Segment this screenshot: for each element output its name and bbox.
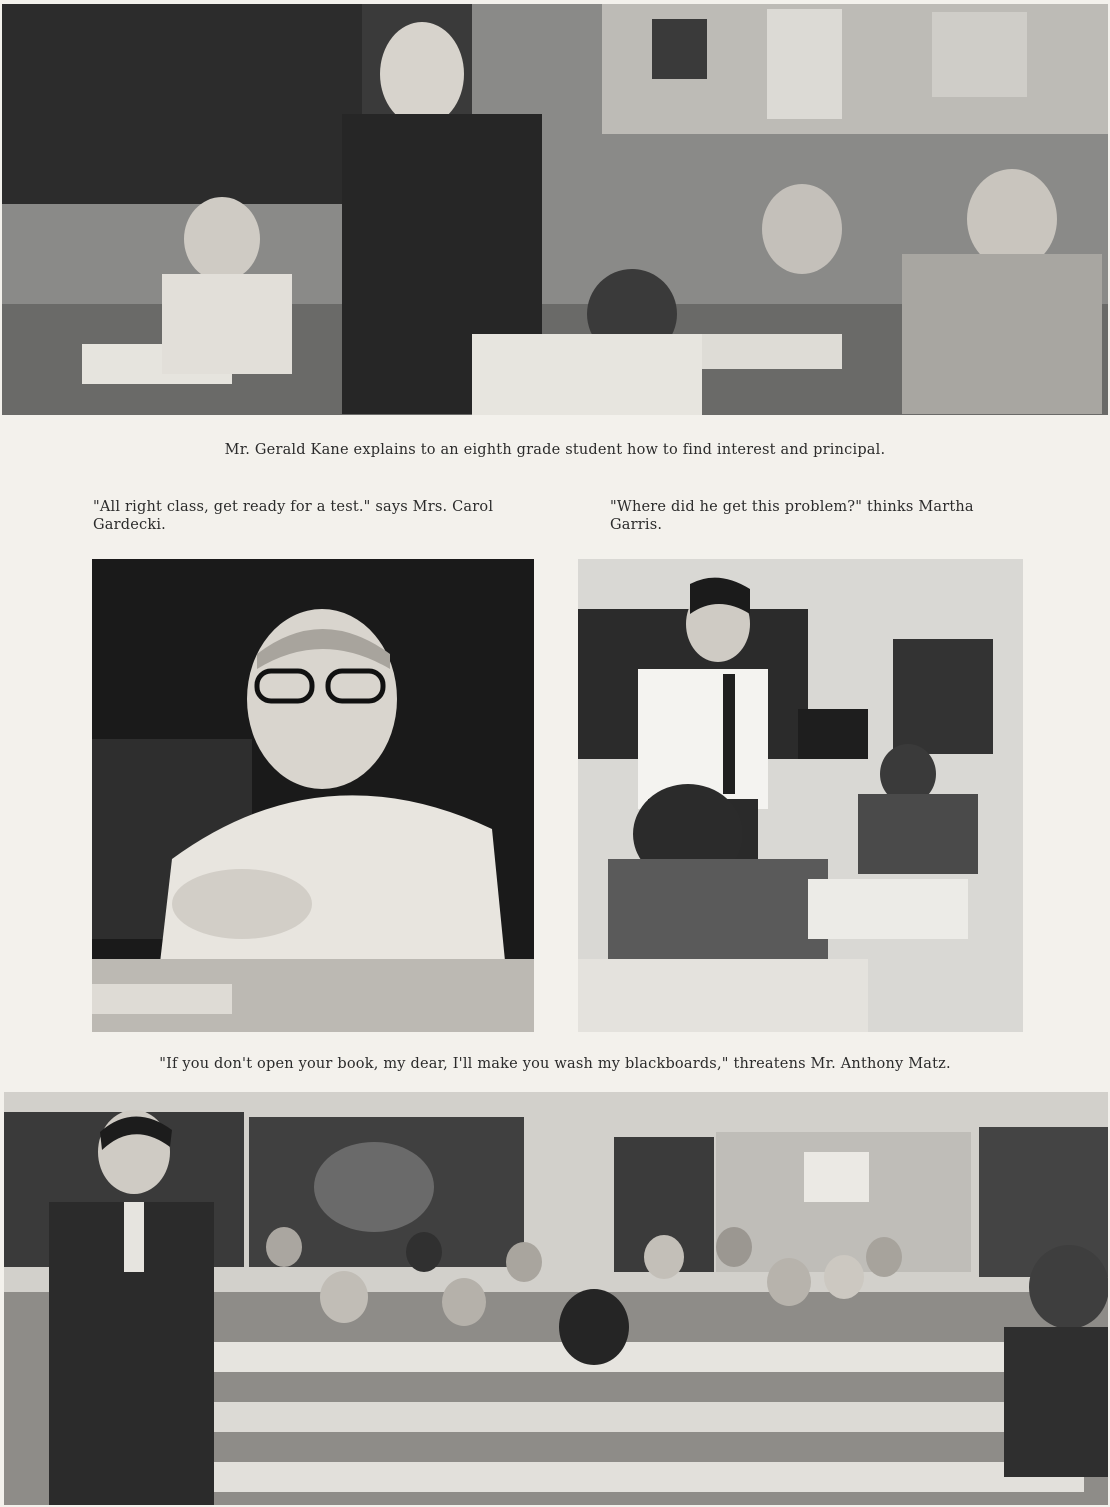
math-class-photo (578, 559, 1023, 1032)
caption-middle: "If you don't open your book, my dear, I'll make you wash my blackboards," threatens Mr. Anthony Matz. (159, 1056, 951, 1072)
bottom-classroom-photo (4, 1092, 1108, 1505)
portrait-photo (92, 559, 534, 1032)
top-classroom-photo (2, 4, 1108, 415)
caption-left-quote: "All right class, get ready for a test." says Mrs. Carol Gardecki. (93, 499, 494, 533)
caption-right-quote: "Where did he get this problem?" thinks Martha Garris. (610, 499, 974, 533)
caption-top: Mr. Gerald Kane explains to an eighth grade student how to find interest and principal. (224, 442, 886, 458)
